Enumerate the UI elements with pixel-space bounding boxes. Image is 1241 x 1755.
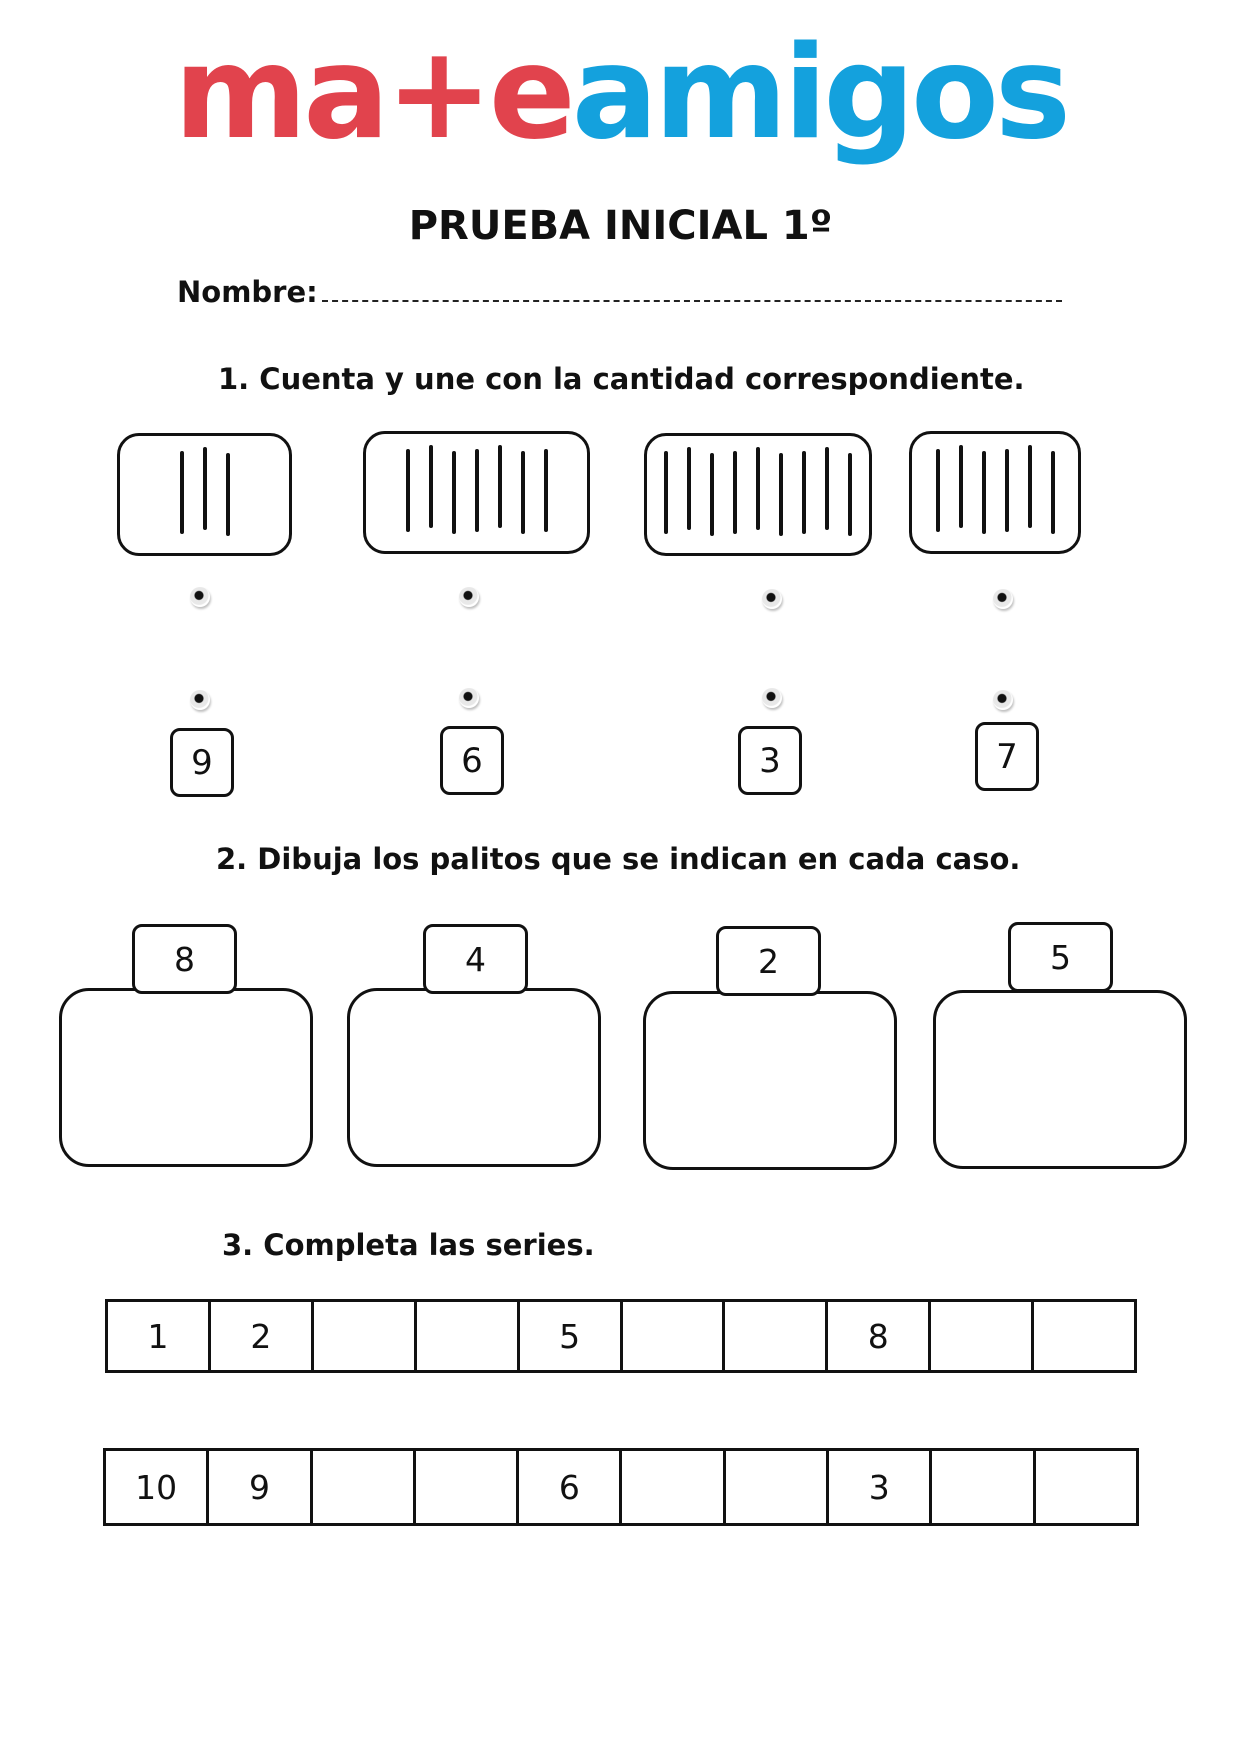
- series-cell[interactable]: 6: [519, 1451, 622, 1523]
- series-cell[interactable]: [313, 1451, 416, 1523]
- tally-stick: [936, 449, 940, 532]
- name-blank-line[interactable]: [322, 276, 1062, 302]
- tally-stick: [521, 451, 525, 534]
- series-cell[interactable]: [726, 1451, 829, 1523]
- series-cell[interactable]: 3: [829, 1451, 932, 1523]
- series-row-descending: [103, 1448, 1139, 1526]
- tally-stick: [779, 453, 783, 536]
- tally-stick: [1051, 451, 1055, 534]
- page-title: PRUEBA INICIAL 1º: [408, 203, 833, 249]
- series-cell[interactable]: [417, 1302, 520, 1370]
- series-cell[interactable]: [416, 1451, 519, 1523]
- q1-instruction: 1. Cuenta y une con la cantidad correspondiente.: [218, 362, 1025, 396]
- tally-stick: [475, 449, 479, 532]
- series-cell[interactable]: [931, 1302, 1034, 1370]
- logo-part-red: ma+e: [173, 19, 572, 168]
- tally-stick: [959, 445, 963, 528]
- match-dot-top-1[interactable]: [190, 587, 210, 607]
- q3-instruction: 3. Completa las series.: [222, 1228, 595, 1262]
- tally-stick: [687, 447, 691, 530]
- match-dot-top-2[interactable]: [459, 587, 479, 607]
- series-cell[interactable]: [725, 1302, 828, 1370]
- tally-stick: [982, 451, 986, 534]
- series-cell[interactable]: 2: [211, 1302, 314, 1370]
- series-cell[interactable]: 8: [828, 1302, 931, 1370]
- tally-stick: [848, 453, 852, 536]
- count-tag-3: 2: [716, 926, 821, 996]
- tally-stick: [802, 451, 806, 534]
- tally-stick: [664, 451, 668, 534]
- series-cell[interactable]: [932, 1451, 1035, 1523]
- match-dot-bottom-2[interactable]: [459, 688, 479, 708]
- tally-stick: [710, 453, 714, 536]
- series-cell[interactable]: 10: [106, 1451, 209, 1523]
- count-tag-4: 5: [1008, 922, 1113, 992]
- tally-box-4: [909, 431, 1081, 554]
- series-cell[interactable]: [1034, 1302, 1134, 1370]
- drawing-box-4[interactable]: [933, 990, 1187, 1169]
- name-field: [177, 275, 1062, 309]
- tally-stick: [756, 447, 760, 530]
- series-cell[interactable]: [623, 1302, 726, 1370]
- count-tag-1: 8: [132, 924, 237, 994]
- number-box-2: 6: [440, 726, 504, 795]
- tally-stick: [825, 447, 829, 530]
- q2-instruction: 2. Dibuja los palitos que se indican en cada caso.: [216, 842, 1021, 876]
- tally-stick: [180, 451, 184, 534]
- tally-stick: [452, 451, 456, 534]
- series-cell[interactable]: 1: [108, 1302, 211, 1370]
- series-cell[interactable]: 5: [520, 1302, 623, 1370]
- count-tag-2: 4: [423, 924, 528, 994]
- tally-stick: [203, 447, 207, 530]
- tally-stick: [498, 445, 502, 528]
- tally-stick: [733, 451, 737, 534]
- tally-stick: [1028, 445, 1032, 528]
- tally-stick: [544, 449, 548, 532]
- tally-stick: [1005, 449, 1009, 532]
- match-dot-top-4[interactable]: [993, 589, 1013, 609]
- tally-stick: [226, 453, 230, 536]
- series-row-ascending: [105, 1299, 1137, 1373]
- drawing-box-1[interactable]: [59, 988, 313, 1167]
- match-dot-bottom-4[interactable]: [993, 690, 1013, 710]
- logo-part-blue: amigos: [571, 19, 1068, 168]
- match-dot-bottom-3[interactable]: [762, 688, 782, 708]
- number-box-3: 3: [738, 726, 802, 795]
- match-dot-bottom-1[interactable]: [190, 690, 210, 710]
- name-label: Nombre:: [177, 275, 318, 309]
- number-box-4: 7: [975, 722, 1039, 791]
- series-cell[interactable]: [314, 1302, 417, 1370]
- series-cell[interactable]: 9: [209, 1451, 312, 1523]
- mateamigos-logo: [0, 19, 1241, 168]
- tally-stick: [406, 449, 410, 532]
- series-cell[interactable]: [1036, 1451, 1136, 1523]
- tally-stick: [429, 445, 433, 528]
- match-dot-top-3[interactable]: [762, 589, 782, 609]
- drawing-box-2[interactable]: [347, 988, 601, 1167]
- number-box-1: 9: [170, 728, 234, 797]
- series-cell[interactable]: [622, 1451, 725, 1523]
- drawing-box-3[interactable]: [643, 991, 897, 1170]
